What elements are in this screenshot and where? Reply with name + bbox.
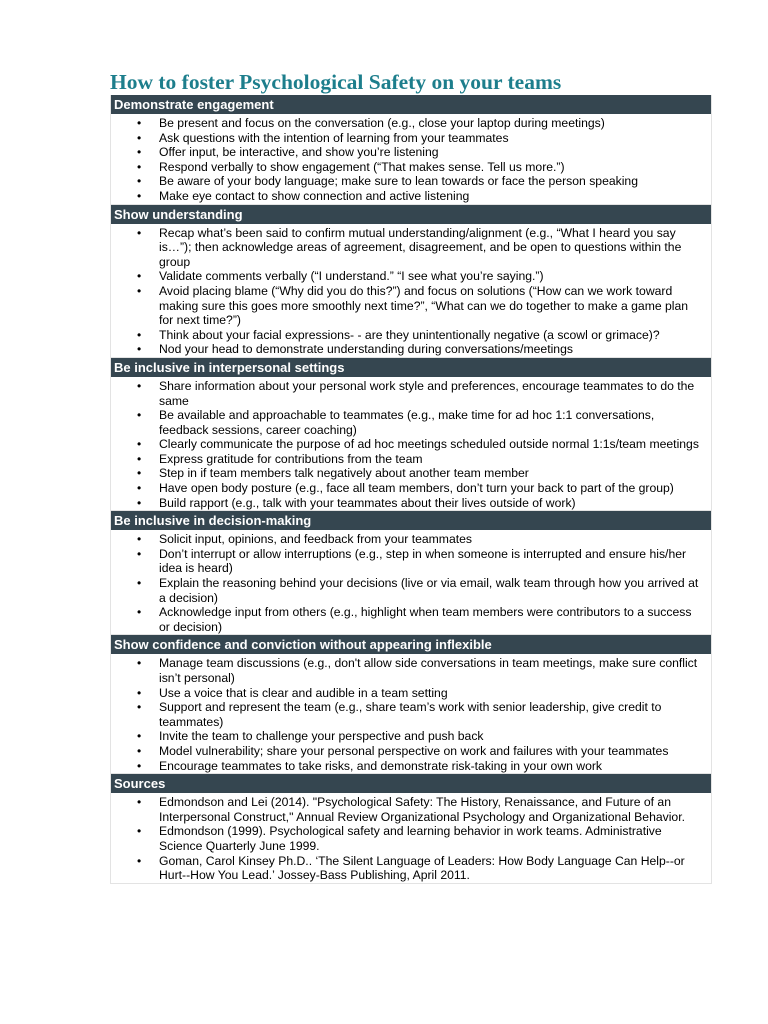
section-body <box>111 224 711 357</box>
section-heading: Be inclusive in interpersonal settings <box>111 358 711 377</box>
list-item: • Be present and focus on the conversation (e.g., close your laptop during meetings) <box>111 116 711 131</box>
list-item: • Support and represent the team (e.g., share team’s work with senior leadership, give credit to teammates) <box>111 700 711 729</box>
list-item: • Respond verbally to show engagement (“That makes sense. Tell us more.”) <box>111 160 711 175</box>
document-page <box>110 70 712 884</box>
list-item: • Invite the team to challenge your perspective and push back <box>111 729 711 744</box>
list-item: • Offer input, be interactive, and show you’re listening <box>111 145 711 160</box>
bullet-list <box>111 532 711 634</box>
list-item: • Make eye contact to show connection and active listening <box>111 189 711 204</box>
bullet-list <box>111 795 711 883</box>
list-item: • Nod your head to demonstrate understanding during conversations/meetings <box>111 342 711 357</box>
list-item: • Encourage teammates to take risks, and demonstrate risk-taking in your own work <box>111 759 711 774</box>
section-body <box>111 114 711 204</box>
list-item: • Edmondson (1999). Psychological safety and learning behavior in work teams. Administrative Science Quarterly June 1999. <box>111 824 711 853</box>
section-body <box>111 654 711 773</box>
list-item: • Manage team discussions (e.g., don't allow side conversations in team meetings, make sure conflict isn’t personal) <box>111 656 711 685</box>
sections-container <box>110 95 712 884</box>
section-body <box>111 793 711 883</box>
list-item: • Explain the reasoning behind your decisions (live or via email, walk team through how you arrived at a decision) <box>111 576 711 605</box>
list-item: • Have open body posture (e.g., face all team members, don’t turn your back to part of the group) <box>111 481 711 496</box>
list-item: • Avoid placing blame (“Why did you do this?”) and focus on solutions (“How can we work toward making sure this goes more smoothly next time?”, “What can we do together to make a game plan for next time?”) <box>111 284 711 328</box>
section-sources <box>110 774 712 884</box>
list-item: • Express gratitude for contributions from the team <box>111 452 711 467</box>
list-item: • Build rapport (e.g., talk with your teammates about their lives outside of work) <box>111 496 711 511</box>
section-heading: Sources <box>111 774 711 793</box>
list-item: • Goman, Carol Kinsey Ph.D.. ‘The Silent Language of Leaders: How Body Language Can Help--or Hurt--How You Lead.’ Jossey-Bass Publishing, April 2011. <box>111 854 711 883</box>
bullet-list <box>111 226 711 357</box>
list-item: • Validate comments verbally (“I understand.” “I see what you’re saying.”) <box>111 269 711 284</box>
section-body <box>111 530 711 634</box>
bullet-list <box>111 656 711 773</box>
section-heading: Demonstrate engagement <box>111 95 711 114</box>
list-item: • Clearly communicate the purpose of ad hoc meetings scheduled outside normal 1:1s/team meetings <box>111 437 711 452</box>
list-item: • Solicit input, opinions, and feedback from your teammates <box>111 532 711 547</box>
list-item: • Think about your facial expressions- - are they unintentionally negative (a scowl or grimace)? <box>111 328 711 343</box>
list-item: • Step in if team members talk negatively about another team member <box>111 466 711 481</box>
list-item: • Ask questions with the intention of learning from your teammates <box>111 131 711 146</box>
section-heading: Show confidence and conviction without appearing inflexible <box>111 635 711 654</box>
list-item: • Recap what’s been said to confirm mutual understanding/alignment (e.g., “What I heard you say is…”); then acknowledge areas of agreement, disagreement, and be open to questions within the group <box>111 226 711 270</box>
bullet-list <box>111 379 711 510</box>
section-demonstrate-engagement <box>110 95 712 205</box>
section-body <box>111 377 711 510</box>
list-item: • Acknowledge input from others (e.g., highlight when team members were contributors to a success or decision) <box>111 605 711 634</box>
section-be-inclusive-in-interpersonal-settings <box>110 358 712 511</box>
document-title: How to foster Psychological Safety on your teams <box>110 70 562 94</box>
list-item: • Use a voice that is clear and audible in a team setting <box>111 686 711 701</box>
list-item: • Be available and approachable to teammates (e.g., make time for ad hoc 1:1 conversations, feedback sessions, career coaching) <box>111 408 711 437</box>
list-item: • Be aware of your body language; make sure to lean towards or face the person speaking <box>111 174 711 189</box>
list-item: • Model vulnerability; share your personal perspective on work and failures with your teammates <box>111 744 711 759</box>
bullet-list <box>111 116 711 204</box>
section-show-understanding <box>110 205 712 358</box>
list-item: • Don’t interrupt or allow interruptions (e.g., step in when someone is interrupted and ensure his/her idea is heard) <box>111 547 711 576</box>
list-item: • Share information about your personal work style and preferences, encourage teammates to do the same <box>111 379 711 408</box>
list-item: • Edmondson and Lei (2014). "Psychological Safety: The History, Renaissance, and Future of an Interpersonal Construct," Annual Review Organizational Psychology and Organizational Behavior. <box>111 795 711 824</box>
section-heading: Show understanding <box>111 205 711 224</box>
section-be-inclusive-in-decision-making <box>110 511 712 635</box>
section-show-confidence-and-conviction-without-appearing-inflexible <box>110 635 712 774</box>
section-heading: Be inclusive in decision-making <box>111 511 711 530</box>
